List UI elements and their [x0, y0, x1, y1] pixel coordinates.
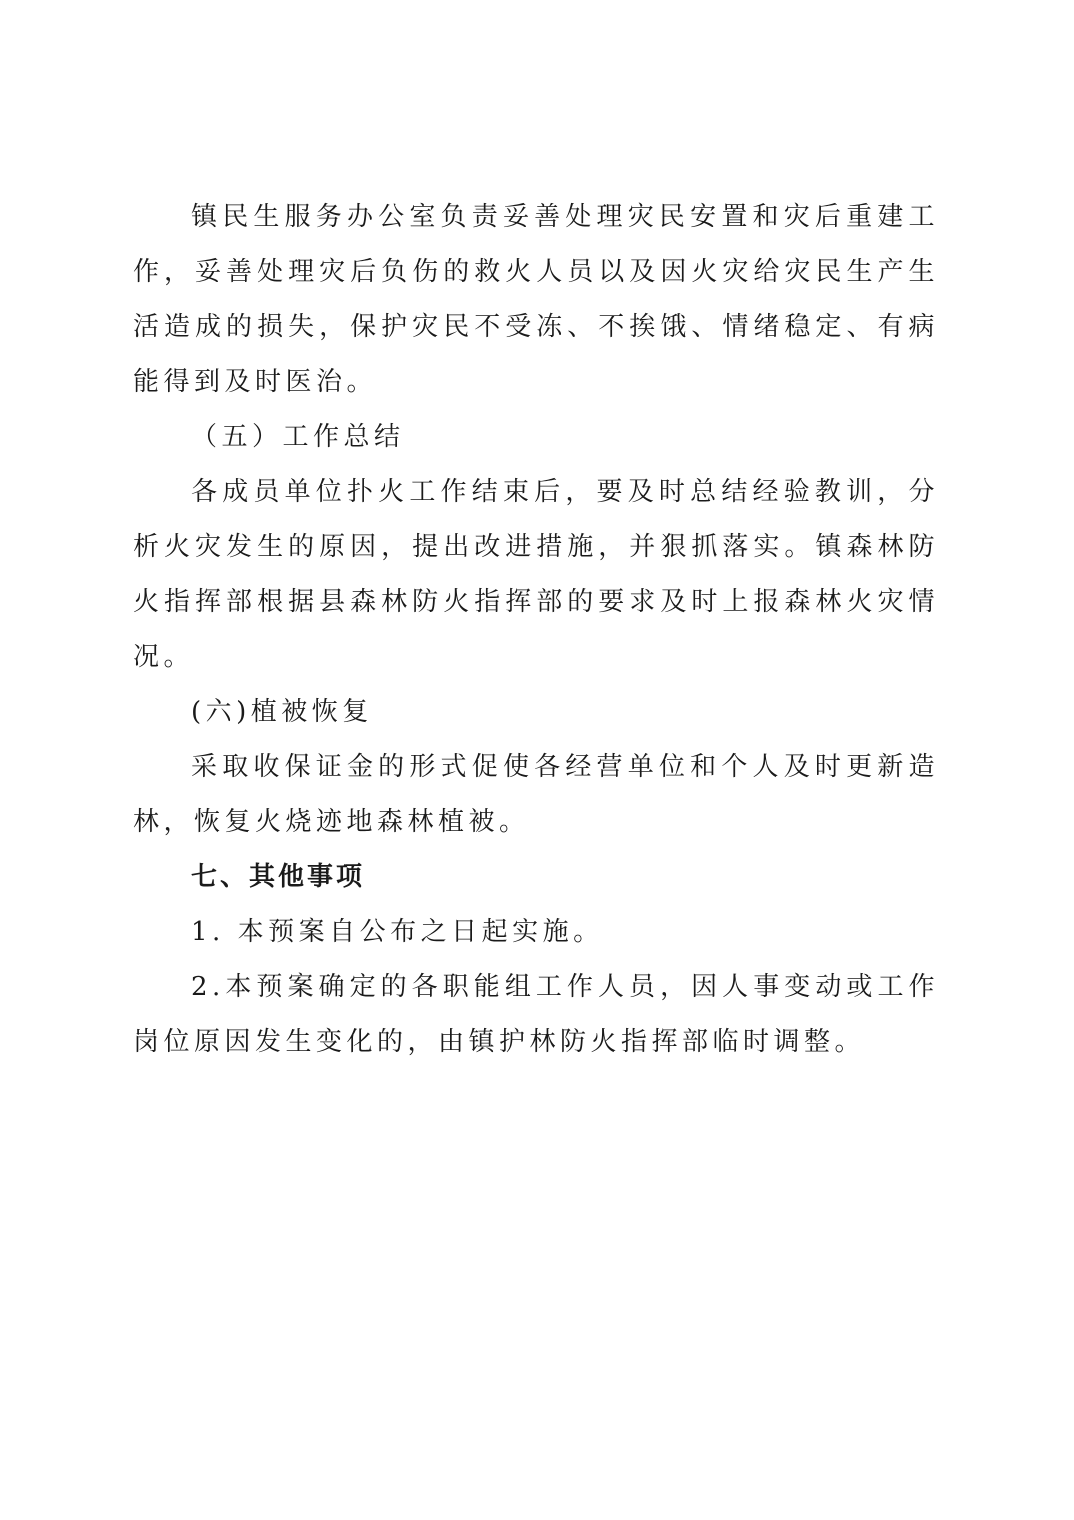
- paragraph-work-summary: 各成员单位扑火工作结束后，要及时总结经验教训，分析火灾发生的原因，提出改进措施，并狠抓落实。镇森林防火指挥部根据县森林防火指挥部的要求及时上报森林火灾情况。: [133, 477, 939, 672]
- paragraph-vegetation-recovery: 采取收保证金的形式促使各经营单位和个人及时更新造林，恢复火烧迹地森林植被。: [133, 752, 939, 837]
- section-heading-work-summary: （五）工作总结: [191, 422, 405, 452]
- document-body: [133, 190, 939, 1070]
- list-item-staff-adjustment: 2.本预案确定的各职能组工作人员，因人事变动或工作岗位原因发生变化的，由镇护林防火指挥部临时调整。: [133, 972, 939, 1057]
- paragraph-resettlement: 镇民生服务办公室负责妥善处理灾民安置和灾后重建工作，妥善处理灾后负伤的救火人员以及因火灾给灾民生产生活造成的损失，保护灾民不受冻、不挨饿、情绪稳定、有病能得到及时医治。: [133, 202, 939, 397]
- section-heading-vegetation-recovery: (六)植被恢复: [191, 697, 373, 727]
- section-heading-other-matters: 七、其他事项: [191, 862, 366, 892]
- list-item-effective-date: 1. 本预案自公布之日起实施。: [191, 917, 604, 947]
